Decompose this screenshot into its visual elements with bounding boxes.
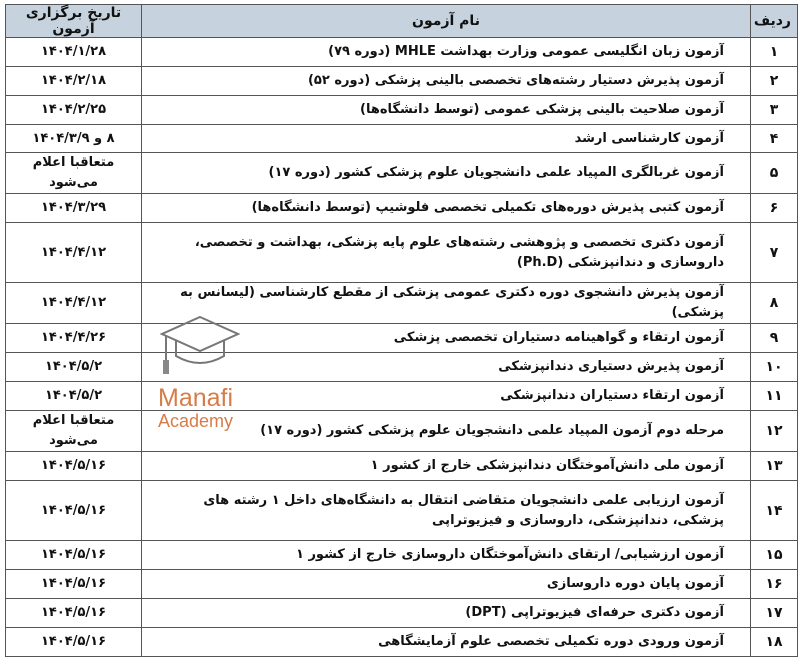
exam-name-cell: آزمون پذیرش دستیار رشته‌های تخصصی بالینی پزشکی (دوره ۵۲) [142, 67, 751, 96]
table-row [6, 67, 798, 96]
table-body [6, 38, 798, 657]
exam-date-cell: ۱۴۰۴/۵/۱۶ [6, 452, 142, 481]
table-row [6, 125, 798, 153]
exam-date-cell: ۱۴۰۴/۲/۱۸ [6, 67, 142, 96]
table-row [6, 481, 798, 541]
exam-date-cell: متعاقبا اعلام می‌شود [6, 411, 142, 452]
exam-name-cell: آزمون کتبی پذیرش دوره‌های تکمیلی تخصصی فلوشیپ (توسط دانشگاه‌ها) [142, 194, 751, 223]
table-row [6, 38, 798, 67]
exam-date-cell: ۸ و ۱۴۰۴/۳/۹ [6, 125, 142, 153]
row-number-cell: ۳ [751, 96, 798, 125]
table-row [6, 382, 798, 411]
exam-date-cell: ۱۴۰۴/۱/۲۸ [6, 38, 142, 67]
row-number-cell: ۵ [751, 153, 798, 194]
exam-date-cell: ۱۴۰۴/۵/۱۶ [6, 628, 142, 657]
table-row [6, 541, 798, 570]
exam-name-cell: آزمون ملی دانش‌آموختگان دندانپزشکی خارج از کشور ۱ [142, 452, 751, 481]
exam-name-cell: آزمون زبان انگلیسی عمومی وزارت بهداشت MHLE (دوره ۷۹) [142, 38, 751, 67]
exam-name-cell: آزمون ارزشیابی/ ارتقای دانش‌آموختگان داروسازی خارج از کشور ۱ [142, 541, 751, 570]
watermark-text-line1: Manafi [158, 384, 234, 412]
table-row [6, 599, 798, 628]
exam-name-cell: آزمون ارتقاء و گواهینامه دستیاران تخصصی پزشکی [142, 324, 751, 353]
table-row [6, 353, 798, 382]
row-number-cell: ۷ [751, 223, 798, 283]
exam-date-cell: ۱۴۰۴/۴/۱۲ [6, 223, 142, 283]
row-number-cell: ۱۶ [751, 570, 798, 599]
table-row [6, 452, 798, 481]
exam-date-cell: ۱۴۰۴/۵/۱۶ [6, 541, 142, 570]
table-row [6, 628, 798, 657]
exam-date-cell: ۱۴۰۴/۴/۲۶ [6, 324, 142, 353]
header-exam-date: تاریخ برگزاری آزمون [6, 5, 142, 38]
exam-name-cell: آزمون غربالگری المپیاد علمی دانشجویان علوم پزشکی کشور (دوره ۱۷) [142, 153, 751, 194]
row-number-cell: ۱۵ [751, 541, 798, 570]
header-row-number: ردیف [751, 5, 798, 38]
exam-schedule-table [5, 4, 798, 657]
exam-date-cell: ۱۴۰۴/۵/۲ [6, 382, 142, 411]
exam-name-cell: آزمون دکتری حرفه‌ای فیزیوتراپی (DPT) [142, 599, 751, 628]
row-number-cell: ۱۸ [751, 628, 798, 657]
row-number-cell: ۱۰ [751, 353, 798, 382]
exam-name-cell: آزمون پذیرش دستیاری دندانپزشکی [142, 353, 751, 382]
table-row [6, 223, 798, 283]
table-row [6, 570, 798, 599]
table-header [6, 5, 798, 38]
exam-date-cell: ۱۴۰۴/۲/۲۵ [6, 96, 142, 125]
exam-date-cell: ۱۴۰۴/۵/۱۶ [6, 481, 142, 541]
watermark-text-line2: Academy [158, 411, 234, 431]
row-number-cell: ۱۴ [751, 481, 798, 541]
row-number-cell: ۸ [751, 283, 798, 324]
exam-name-cell: آزمون ورودی دوره تکمیلی تخصصی علوم آزمایشگاهی [142, 628, 751, 657]
exam-date-cell: متعاقبا اعلام می‌شود [6, 153, 142, 194]
exam-name-cell: مرحله دوم آزمون المپیاد علمی دانشجویان علوم پزشکی کشور (دوره ۱۷) [142, 411, 751, 452]
table-row [6, 96, 798, 125]
exam-name-cell: آزمون صلاحیت بالینی پزشکی عمومی (توسط دانشگاه‌ها) [142, 96, 751, 125]
exam-name-cell: آزمون ارتقاء دستیاران دندانپزشکی [142, 382, 751, 411]
row-number-cell: ۱۷ [751, 599, 798, 628]
row-number-cell: ۱۲ [751, 411, 798, 452]
row-number-cell: ۴ [751, 125, 798, 153]
row-number-cell: ۱۳ [751, 452, 798, 481]
header-exam-name: نام آزمون [142, 5, 751, 38]
row-number-cell: ۱ [751, 38, 798, 67]
exam-name-cell: آزمون پذیرش دانشجوی دوره دکتری عمومی پزشکی از مقطع کارشناسی (لیسانس به پزشکی) [142, 283, 751, 324]
exam-name-cell: آزمون پایان دوره داروسازی [142, 570, 751, 599]
table-row [6, 153, 798, 194]
table-row [6, 324, 798, 353]
table-row [6, 411, 798, 452]
exam-name-cell: آزمون ارزیابی علمی دانشجویان متقاضی انتقال به دانشگاه‌های داخل ۱ رشته های پزشکی، دندانپزشکی، داروسازی و فیزیوتراپی [142, 481, 751, 541]
table-row [6, 194, 798, 223]
exam-date-cell: ۱۴۰۴/۵/۱۶ [6, 570, 142, 599]
row-number-cell: ۶ [751, 194, 798, 223]
exam-date-cell: ۱۴۰۴/۳/۲۹ [6, 194, 142, 223]
row-number-cell: ۲ [751, 67, 798, 96]
table-row [6, 283, 798, 324]
exam-date-cell: ۱۴۰۴/۵/۱۶ [6, 599, 142, 628]
exam-date-cell: ۱۴۰۴/۴/۱۲ [6, 283, 142, 324]
exam-name-cell: آزمون دکتری تخصصی و پژوهشی رشته‌های علوم پایه پزشکی، بهداشت و تخصصی، داروسازی و دندانپزشکی (Ph.D) [142, 223, 751, 283]
exam-date-cell: ۱۴۰۴/۵/۲ [6, 353, 142, 382]
row-number-cell: ۱۱ [751, 382, 798, 411]
row-number-cell: ۹ [751, 324, 798, 353]
exam-name-cell: آزمون کارشناسی ارشد [142, 125, 751, 153]
